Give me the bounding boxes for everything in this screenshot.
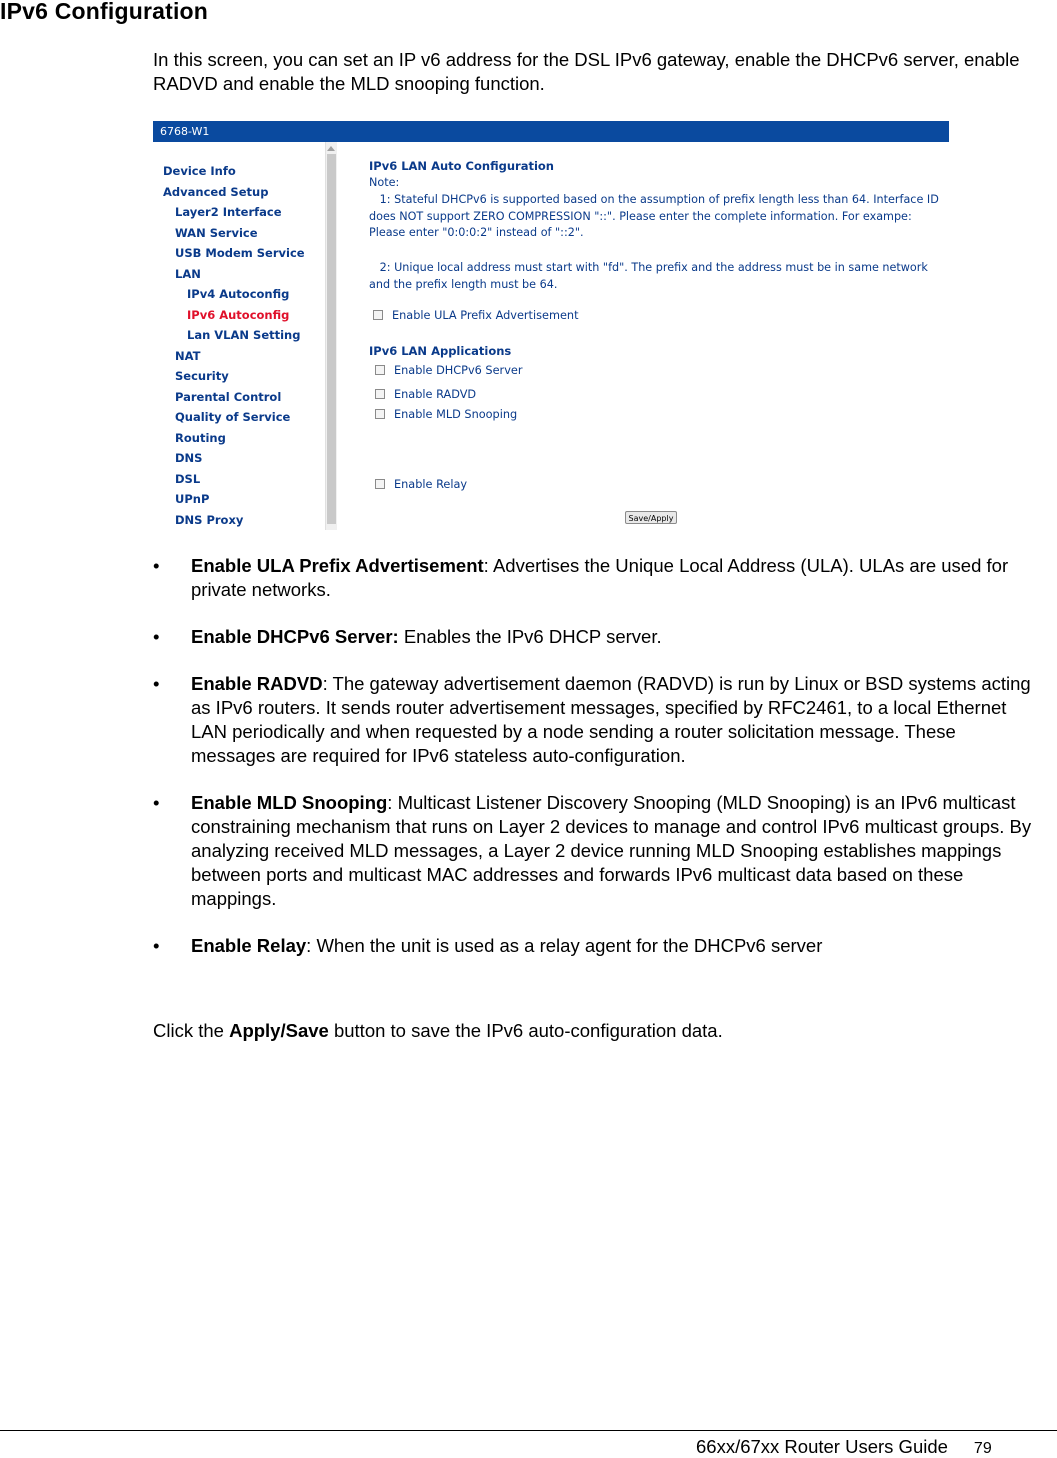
bullet-icon: • xyxy=(153,935,160,956)
bullet-separator: : xyxy=(483,555,493,576)
nav-upnp[interactable]: UPnP xyxy=(175,492,210,506)
bullet-term: Enable RADVD xyxy=(191,673,323,694)
bullet-term: Enable MLD Snooping xyxy=(191,792,388,813)
nav-advanced-setup[interactable]: Advanced Setup xyxy=(163,185,269,199)
bullet-icon: • xyxy=(153,673,160,694)
nav-quality-of-service[interactable]: Quality of Service xyxy=(175,410,291,424)
router-content xyxy=(369,142,944,530)
list-item xyxy=(153,625,1038,649)
bullet-term: Enable Relay xyxy=(191,935,307,956)
nav-ipv6-autoconfig[interactable]: IPv6 Autoconfig xyxy=(187,308,290,322)
nav-lan-vlan-setting[interactable]: Lan VLAN Setting xyxy=(187,328,301,342)
ula-prefix-label: Enable ULA Prefix Advertisement xyxy=(392,309,579,322)
nav-usb-modem-service[interactable]: USB Modem Service xyxy=(175,246,305,260)
feature-list xyxy=(153,554,1038,981)
save-apply-button[interactable]: Save/Apply xyxy=(625,511,677,524)
bullet-text: Enables the IPv6 DHCP server. xyxy=(403,626,662,647)
ipv6-lan-applications-title: IPv6 LAN Applications xyxy=(369,344,512,358)
note-1: 1: Stateful DHCPv6 is supported based on the assumption of prefix length less than 64. Interface ID does NOT support ZERO COMPRESSION "::". Please enter the complete information. For exampe: Please enter "0:0:0:2" instead of "::2". xyxy=(369,193,939,239)
mld-snooping-row xyxy=(375,408,517,421)
bullet-text: Multicast Listener Discovery Snooping (MLD Snooping) is an IPv6 multicast constraining mechanism that runs on Layer 2 devices to manage and control IPv6 multicast groups. By analyzing received MLD messages, a Layer 2 device running MLD Snooping establishes mappings between ports and multicast MAC addresses and forwards IPv6 multicast data based on these mappings. xyxy=(191,792,1032,909)
bullet-icon: • xyxy=(153,626,160,647)
note-2: 2: Unique local address must start with "fd". The prefix and the address must be in same network and the prefix length must be 64. xyxy=(369,261,928,291)
bullet-text: Advertises the Unique Local Address (ULA). ULAs are used for private networks. xyxy=(191,555,1009,600)
nav-security[interactable]: Security xyxy=(175,369,229,383)
nav-layer2-interface[interactable]: Layer2 Interface xyxy=(175,205,282,219)
footer-divider xyxy=(0,1430,1057,1431)
scrollbar-thumb[interactable] xyxy=(327,154,336,524)
list-item xyxy=(153,672,1038,768)
dhcpv6-server-label: Enable DHCPv6 Server xyxy=(394,364,523,377)
relay-label: Enable Relay xyxy=(394,478,468,491)
scroll-up-arrow-icon[interactable] xyxy=(327,146,335,151)
nav-dns-proxy[interactable]: DNS Proxy xyxy=(175,513,244,527)
radvd-label: Enable RADVD xyxy=(394,388,477,401)
relay-checkbox[interactable] xyxy=(375,479,385,489)
dhcpv6-server-row xyxy=(375,364,522,377)
ula-prefix-row xyxy=(373,309,579,322)
nav-dsl[interactable]: DSL xyxy=(175,472,201,486)
sidebar-scrollbar[interactable] xyxy=(325,142,337,530)
bullet-term: Enable ULA Prefix Advertisement xyxy=(191,555,484,576)
bullet-separator: : xyxy=(322,673,333,694)
page-number: 79 xyxy=(973,1440,992,1457)
list-item xyxy=(153,554,1038,602)
bullet-icon: • xyxy=(153,792,160,813)
radvd-row xyxy=(375,388,476,401)
closing-pre: Click the xyxy=(153,1020,230,1041)
dhcpv6-server-checkbox[interactable] xyxy=(375,365,385,375)
bullet-text: The gateway advertisement daemon (RADVD) is run by Linux or BSD systems acting as IPv6 routers. It sends router advertisement messages, specified by RFC2461, to a local Ethernet LAN periodically and when requested by a node sending a router solicitation message. These messages are required for IPv6 stateless auto-configuration. xyxy=(191,673,1031,766)
bullet-term: Enable DHCPv6 Server: xyxy=(191,626,399,647)
ipv6-lan-auto-config-title: IPv6 LAN Auto Configuration xyxy=(369,159,554,173)
bullet-icon: • xyxy=(153,555,160,576)
nav-wan-service[interactable]: WAN Service xyxy=(175,226,258,240)
relay-row xyxy=(375,478,467,491)
nav-dns[interactable]: DNS xyxy=(175,451,203,465)
closing-bold: Apply/Save xyxy=(229,1020,329,1041)
closing-post: button to save the IPv6 auto-configuration data. xyxy=(328,1020,723,1041)
footer-guide-title: 66xx/67xx Router Users Guide xyxy=(696,1436,948,1457)
nav-routing[interactable]: Routing xyxy=(175,431,226,445)
nav-device-info[interactable]: Device Info xyxy=(163,164,236,178)
note-label: Note: xyxy=(369,176,400,189)
bullet-separator: : xyxy=(387,792,398,813)
nav-parental-control[interactable]: Parental Control xyxy=(175,390,282,404)
list-item xyxy=(153,934,1038,958)
nav-ipv4-autoconfig[interactable]: IPv4 Autoconfig xyxy=(187,287,290,301)
router-sidebar xyxy=(153,142,325,530)
nav-nat[interactable]: NAT xyxy=(175,349,201,363)
bullet-text: When the unit is used as a relay agent for the DHCPv6 server xyxy=(316,935,823,956)
ula-prefix-checkbox[interactable] xyxy=(373,310,383,320)
intro-paragraph: In this screen, you can set an IP v6 address for the DSL IPv6 gateway, enable the DHCPv6 server, enable RADVD and enable the MLD snooping function. xyxy=(153,49,1020,94)
radvd-checkbox[interactable] xyxy=(375,389,385,399)
mld-snooping-checkbox[interactable] xyxy=(375,409,385,419)
page-title: IPv6 Configuration xyxy=(0,0,209,24)
router-title-bar: 6768-W1 xyxy=(153,121,949,142)
mld-snooping-label: Enable MLD Snooping xyxy=(394,408,518,421)
bullet-separator: : xyxy=(306,935,317,956)
nav-lan[interactable]: LAN xyxy=(175,267,201,281)
list-item xyxy=(153,791,1038,911)
router-ui-screenshot xyxy=(153,121,949,530)
closing-paragraph xyxy=(153,1019,723,1043)
page-footer xyxy=(696,1436,992,1458)
